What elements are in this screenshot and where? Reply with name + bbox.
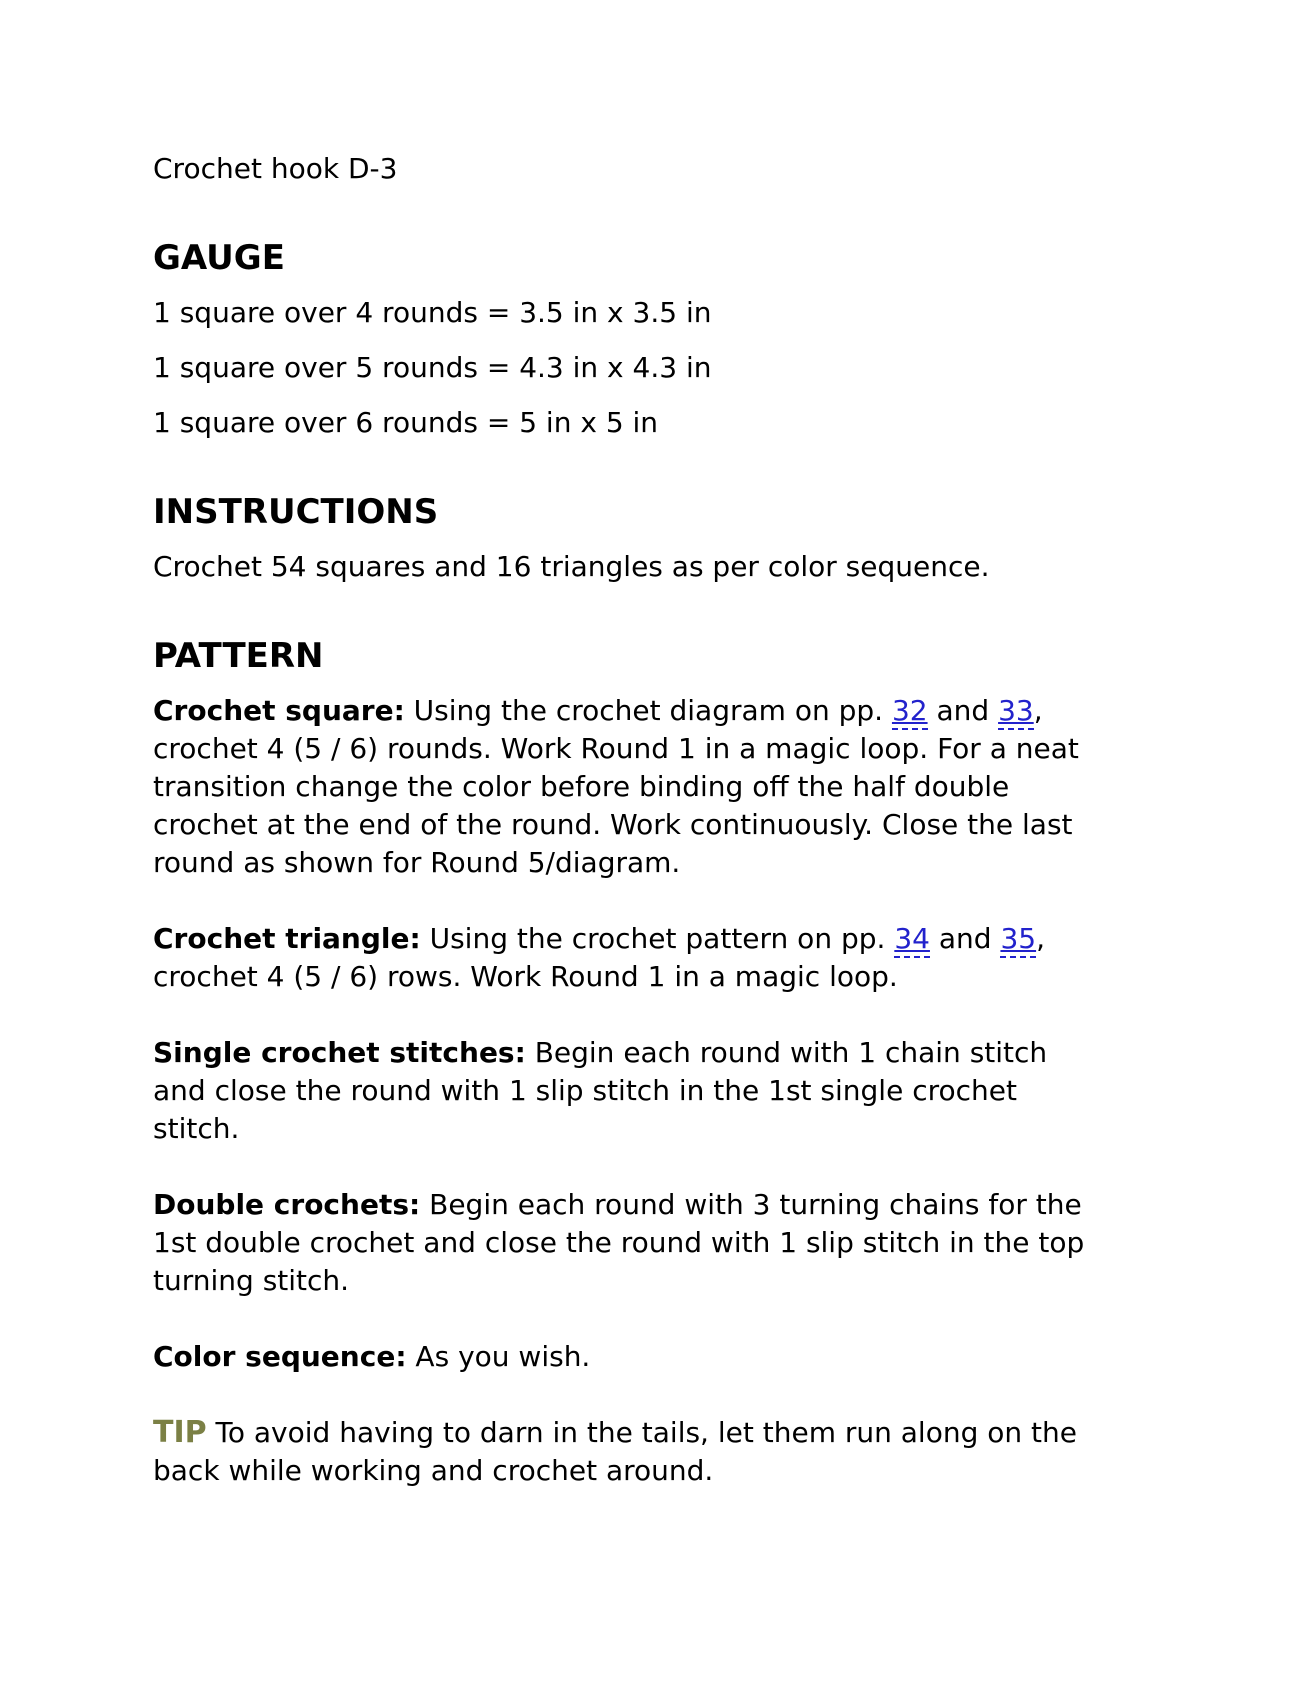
intro-paragraph <box>153 150 1098 188</box>
single-crochet-label: Single crochet stitches: <box>153 1036 526 1069</box>
crochet-triangle-text: and <box>929 922 1001 955</box>
tip-text: To avoid having to darn in the tails, let them run along on the back while working and crochet around. <box>153 1416 1077 1487</box>
gauge-line: 1 square over 4 rounds = 3.5 in x 3.5 in <box>153 296 712 329</box>
section-heading-instructions: INSTRUCTIONS <box>153 492 439 532</box>
crochet-square-text: and <box>927 694 999 727</box>
tip-paragraph <box>153 1414 1098 1490</box>
page-link-34[interactable]: 34 <box>894 922 930 958</box>
color-sequence-text: As you wish. <box>406 1340 591 1373</box>
crochet-square-paragraph <box>153 692 1098 882</box>
color-sequence-label: Color sequence: <box>153 1340 407 1373</box>
gauge-line: 1 square over 5 rounds = 4.3 in x 4.3 in <box>153 351 712 384</box>
crochet-square-text: , crochet 4 (5 / 6) rounds. Work Round 1 in a magic loop. For a neat transition change the color before binding off the half double crochet at the end of the round. Work continuously. Close the last round as shown for Round 5/diagram. <box>153 694 1079 879</box>
crochet-square-label: Crochet square: <box>153 694 405 727</box>
double-crochets-paragraph <box>153 1186 1098 1300</box>
crochet-triangle-text: , crochet 4 (5 / 6) rows. Work Round 1 in a magic loop. <box>153 922 1045 993</box>
single-crochet-paragraph <box>153 1034 1098 1148</box>
gauge-line: 1 square over 6 rounds = 5 in x 5 in <box>153 406 659 439</box>
double-crochets-text: Begin each round with 3 turning chains for the 1st double crochet and close the round with 1 slip stitch in the top turning stitch. <box>153 1188 1085 1297</box>
section-heading-pattern: PATTERN <box>153 636 324 676</box>
double-crochets-label: Double crochets: <box>153 1188 421 1221</box>
intro-text: Crochet hook D-3 <box>153 152 398 185</box>
section-heading-gauge: GAUGE <box>153 238 285 278</box>
crochet-triangle-text: Using the crochet pattern on pp. <box>420 922 895 955</box>
tip-label: TIP <box>153 1415 207 1450</box>
page-link-33[interactable]: 33 <box>998 694 1034 730</box>
document-content <box>153 150 1098 1490</box>
crochet-triangle-label: Crochet triangle: <box>153 922 421 955</box>
page-link-35[interactable]: 35 <box>1000 922 1036 958</box>
color-sequence-paragraph <box>153 1338 1098 1376</box>
crochet-square-text: Using the crochet diagram on pp. <box>404 694 892 727</box>
page-link-32[interactable]: 32 <box>892 694 928 730</box>
crochet-triangle-paragraph <box>153 920 1098 996</box>
instructions-paragraph: Crochet 54 squares and 16 triangles as per color sequence. <box>153 550 990 583</box>
single-crochet-text: Begin each round with 1 chain stitch and close the round with 1 slip stitch in the 1st single crochet stitch. <box>153 1036 1048 1145</box>
